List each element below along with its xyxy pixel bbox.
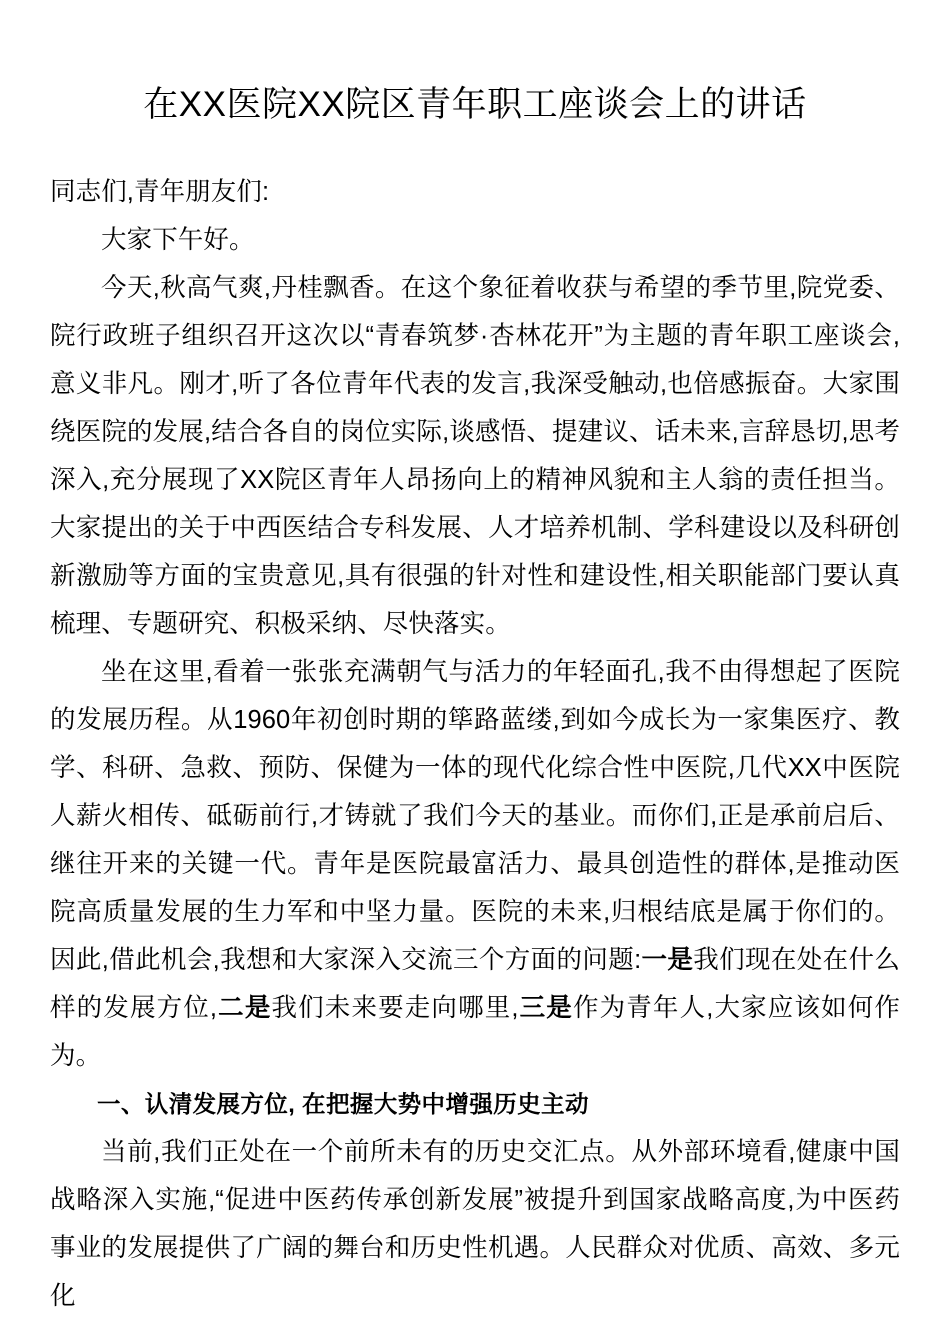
second-point-text: 我们未来要走向哪里, [271, 994, 519, 1022]
paragraph-history-text: 坐在这里,看着一张张充满朝气与活力的年轻面孔,我不由得想起了医院的发展历程。从1960年初创时期的筚路蓝缕,到如今成长为一家集医疗、教学、科研、急救、预防、保健为一体的现代化综合性中医院,几代XX中医院人薪火相传、砥砺前行,才铸就了我们今天的基业。而你们,正是承前启后、继往开来的关键一代。青年是医院最富活力、最具创造性的群体,是推动医院高质量发展的生力军和中坚力量。医院的未来,归根结底是属于你们的。因此,借此机会,我想和大家深入交流三个方面的问题: [50, 658, 900, 974]
emphasis-third-point: 三是 [518, 994, 573, 1022]
emphasis-second-point: 二是 [217, 994, 272, 1022]
emphasis-first-point: 一是 [641, 946, 694, 974]
greeting-line: 大家下午好。 [101, 226, 255, 254]
paragraph-opening-remarks: 今天,秋高气爽,丹桂飘香。在这个象征着收获与希望的季节里,院党委、院行政班子组织召开这次以“青春筑梦·杏林花开”为主题的青年职工座谈会,意义非凡。刚才,听了各位青年代表的发言,我深受触动,也倍感振奋。大家围绕医院的发展,结合各自的岗位实际,谈感悟、提建议、话未来,言辞恳切,思考深入,充分展现了XX院区青年人昂扬向上的精神风貌和主人翁的责任担当。大家提出的关于中西医结合专科发展、人才培养机制、学科建设以及科研创新激励等方面的宝贵意见,具有很强的针对性和建设性,相关职能部门要认真梳理、专题研究、积极采纳、尽快落实。 [50, 274, 900, 638]
paragraph-history-and-three-questions [50, 648, 900, 1080]
section-heading-one: 一、认清发展方位, 在把握大势中增强历史主动 [97, 1091, 589, 1117]
third-point-text: 作为青年人,大家应该如何作为。 [50, 994, 901, 1070]
page-title: 在XX医院XX院区青年职工座谈会上的讲话 [143, 85, 807, 125]
first-point-text: 我们现在处在什么样的发展方位, [50, 946, 900, 1022]
paragraph-current-situation: 当前,我们正处在一个前所未有的历史交汇点。从外部环境看,健康中国战略深入实施,“促进中医药传承创新发展”被提升到国家战略高度,为中医药事业的发展提供了广阔的舞台和历史性机遇。人民群众对优质、高效、多元化 [50, 1138, 900, 1310]
salutation-line: 同志们,青年朋友们: [50, 178, 270, 206]
document-body [50, 168, 900, 1320]
